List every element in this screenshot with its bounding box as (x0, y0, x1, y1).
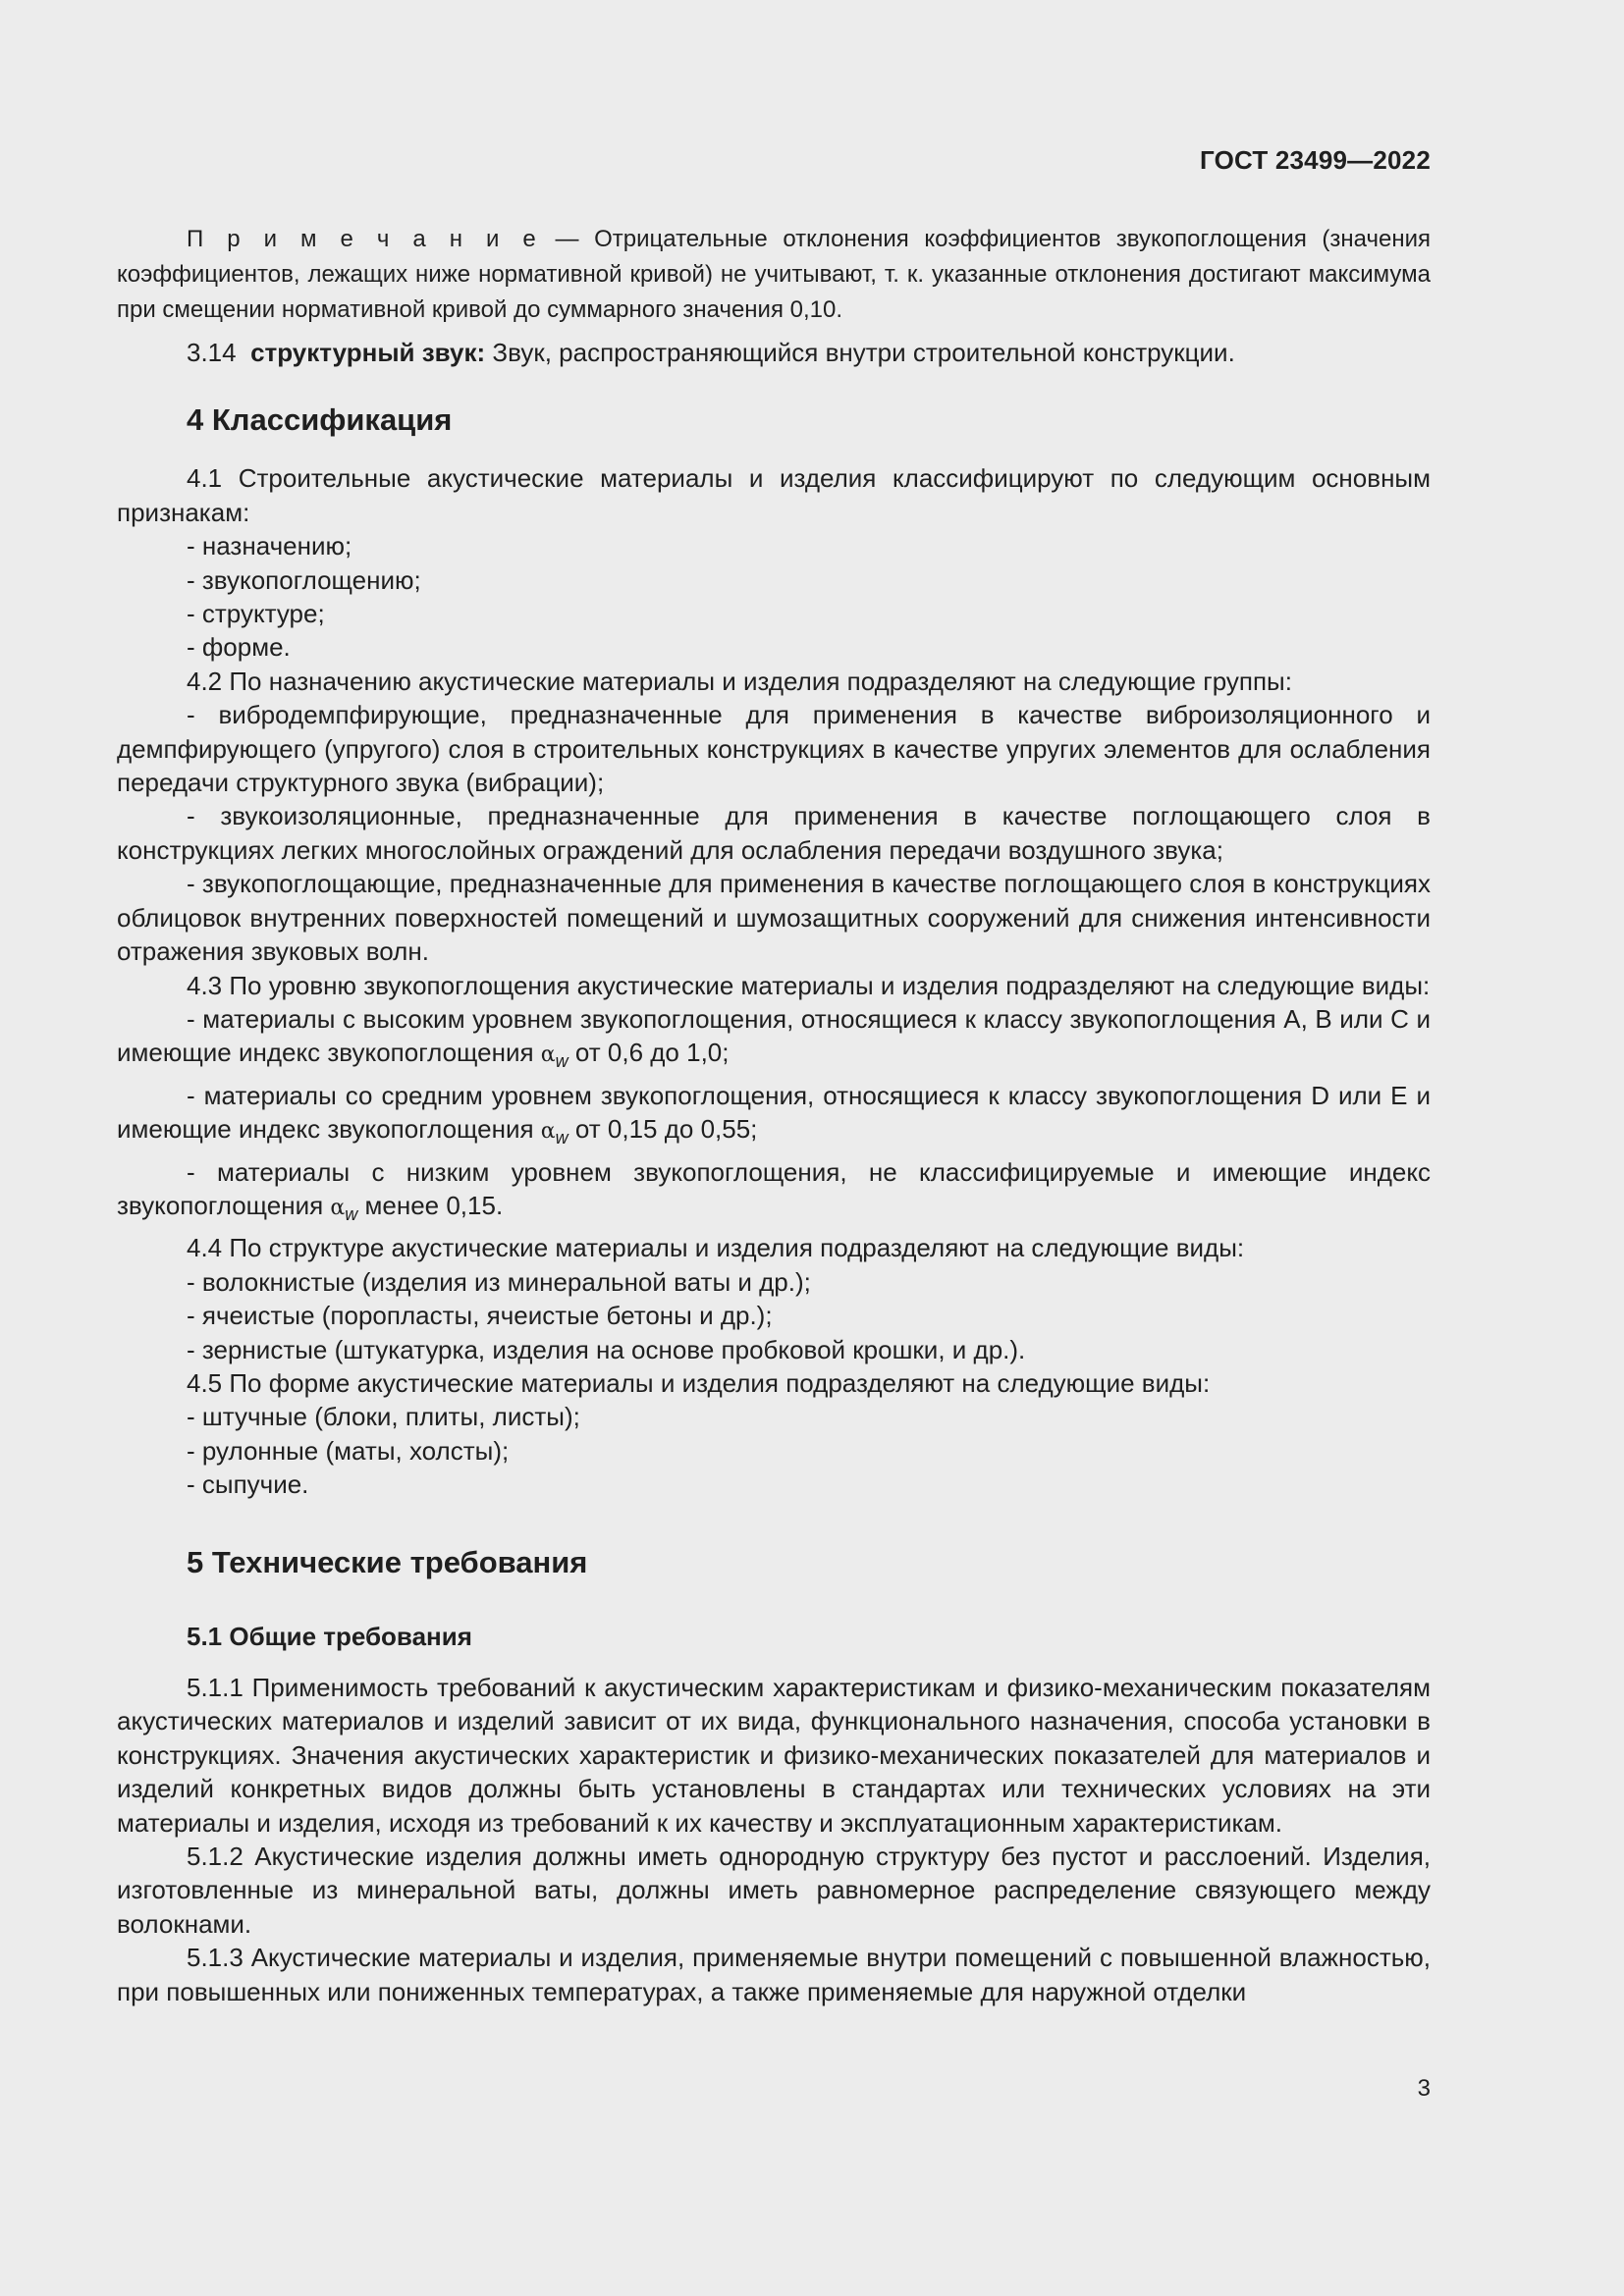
definition-number: 3.14 (187, 338, 237, 367)
paragraph-5-1-1: 5.1.1 Применимость требований к акустическим характеристикам и физико-механическим показателям акустических материалов и изделий зависит от их вида, функционального назначения, способа установки в конструкциях. Значения акустических характеристик и физико-механических показателей для материалов и изделий конкретных видов должны быть установлены в стандартах или технических условиях на эти материалы и изделия, исходя из требований к их качеству и эксплуатационным характеристикам. (117, 1673, 1431, 1838)
list-item: - рулонные (маты, холсты); (187, 1435, 510, 1466)
page-number: 3 (1417, 2075, 1431, 2102)
alpha-symbol (540, 1042, 568, 1072)
document-id: ГОСТ 23499—2022 (1200, 145, 1431, 175)
list-item: - штучные (блоки, плиты, листы); (187, 1402, 580, 1432)
paragraph-4-2-b: - звукоизоляционные, предназначенные для применения в качестве поглощающего слоя в конструкциях легких многослойных ограждений для ослабления передачи воздушного звука; (117, 801, 1431, 865)
paragraph-4-2: 4.2 По назначению акустические материалы и изделия подразделяют на следующие группы: (187, 666, 1292, 696)
paragraph-4-3-b (117, 1079, 1431, 1155)
list-item: - волокнистые (изделия из минеральной ваты и др.); (187, 1266, 811, 1297)
alpha-char: α (540, 1042, 556, 1068)
paragraph-4-3-a (117, 1002, 1431, 1079)
alpha-symbol (330, 1195, 358, 1224)
paragraph-4-2-c: - звукопоглощающие, предназначенные для применения в качестве поглощающего слоя в конструкциях облицовок внутренних поверхностей помещений и шумозащитных сооружений для снижения интенсивности отражения звуковых волн. (117, 869, 1431, 967)
note-text: — Отрицательные отклонения коэффициентов звукопоглощения (значения коэффициентов, лежащих ниже нормативной кривой) не учитывают, т. к. указанные отклонения достигают максимума при смещении нормативной кривой до суммарного значения 0,10. (117, 226, 1431, 323)
alpha-subscript: w (555, 1051, 568, 1072)
paragraph-4-1: 4.1 Строительные акустические материалы и изделия классифицируют по следующим основным признакам: (117, 463, 1431, 527)
page-body (117, 222, 1431, 2008)
paragraph-5-1-3: 5.1.3 Акустические материалы и изделия, применяемые внутри помещений с повышенной влажностью, при повышенных или пониженных температурах, а также применяемые для наружной отделки (117, 1943, 1431, 2006)
section-4-title: 4 Классификация (187, 402, 453, 438)
definition-3-14 (117, 336, 1431, 369)
list-item: - сыпучие. (187, 1469, 309, 1500)
list-item: - зернистые (штукатурка, изделия на основе пробковой крошки, и др.). (187, 1334, 1026, 1364)
paragraph-4-5: 4.5 По форме акустические материалы и изделия подразделяют на следующие виды: (187, 1367, 1211, 1398)
subsection-5-1-title: 5.1 Общие требования (187, 1621, 472, 1651)
note-label: П р и м е ч а н и е (187, 226, 540, 252)
list-item: - ячеистые (поропласты, ячеистые бетоны и др.); (187, 1301, 773, 1331)
paragraph-4-4: 4.4 По структуре акустические материалы и изделия подразделяют на следующие виды: (187, 1233, 1245, 1263)
note-paragraph (117, 222, 1431, 328)
paragraph-4-3-c (117, 1155, 1431, 1232)
text-fragment: - материалы с высоким уровнем звукопоглощения, относящиеся к классу звукопоглощения A, B или C и имеющие индекс звукопоглощения (117, 1003, 1431, 1068)
text-fragment: от 0,6 до 1,0; (568, 1038, 730, 1068)
alpha-char: α (330, 1195, 346, 1220)
text-fragment: менее 0,15. (357, 1190, 504, 1220)
section-5-title: 5 Технические требования (187, 1544, 588, 1579)
definition-text: Звук, распространяющийся внутри строительной конструкции. (485, 338, 1235, 367)
alpha-symbol (540, 1119, 568, 1148)
list-item: - форме. (187, 632, 291, 663)
alpha-subscript: w (555, 1128, 568, 1148)
list-item: - назначению; (187, 531, 352, 561)
definition-term: структурный звук: (250, 338, 486, 367)
list-item: - звукопоглощению; (187, 564, 421, 595)
paragraph-4-3: 4.3 По уровню звукопоглощения акустические материалы и изделия подразделяют на следующие виды: (187, 970, 1431, 1000)
alpha-char: α (540, 1119, 556, 1145)
text-fragment: - материалы с низким уровнем звукопоглощения, не классифицируемые и имеющие индекс звукопоглощения (117, 1156, 1431, 1220)
paragraph-4-2-a: - вибродемпфирующие, предназначенные для применения в качестве виброизоляционного и демпфирующего (упругого) слоя в строительных конструкциях в качестве упругих элементов для ослабления передачи структурного звука (вибрации); (117, 700, 1431, 798)
text-fragment: от 0,15 до 0,55; (568, 1114, 758, 1145)
paragraph-5-1-2: 5.1.2 Акустические изделия должны иметь однородную структуру без пустот и расслоений. Изделия, изготовленные из минеральной ваты, должны иметь равномерное распределение связующего между волокнами. (117, 1842, 1431, 1939)
text-fragment: - материалы со средним уровнем звукопоглощения, относящиеся к классу звукопоглощения D или E и имеющие индекс звукопоглощения (117, 1080, 1431, 1145)
alpha-subscript: w (345, 1203, 358, 1224)
list-item: - структуре; (187, 599, 325, 629)
